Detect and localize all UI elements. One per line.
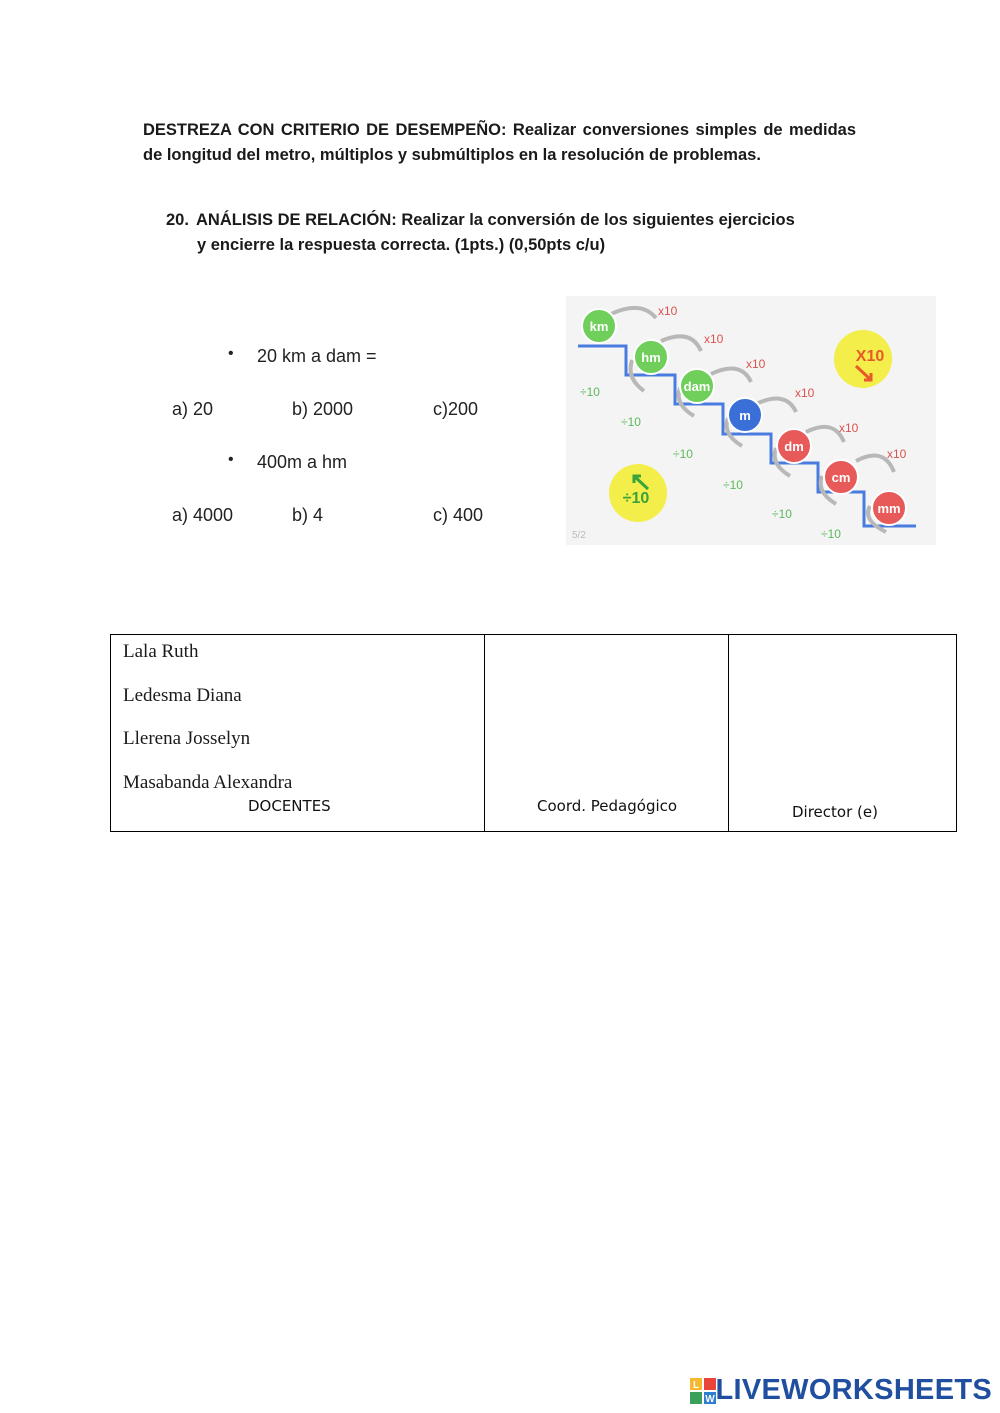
question-number: 20. bbox=[166, 211, 189, 229]
divide-label-2: ÷10 bbox=[621, 415, 641, 429]
multiply-label-5: x10 bbox=[839, 421, 859, 435]
director-cell bbox=[729, 635, 957, 832]
unit-hm: hm bbox=[641, 350, 661, 365]
coord-label: Coord. Pedagógico bbox=[537, 797, 678, 815]
exercise-2-option-b[interactable]: b) 4 bbox=[292, 505, 324, 525]
question-line-1: ANÁLISIS DE RELACIÓN: Realizar la conversión de los siguientes ejercicios bbox=[196, 211, 795, 229]
divide-label-4: ÷10 bbox=[723, 478, 743, 492]
brand-name: LIVEWORKSHEETS bbox=[715, 1374, 992, 1406]
question-heading bbox=[166, 208, 866, 258]
teacher-names bbox=[123, 641, 292, 815]
big-multiply-label: X10 bbox=[855, 348, 885, 365]
teacher-name-2: Ledesma Diana bbox=[123, 684, 242, 706]
unit-dam: dam bbox=[683, 379, 711, 394]
multiply-label-4: x10 bbox=[795, 386, 815, 400]
unit-cm: cm bbox=[831, 470, 851, 485]
exercise-1-prompt: • 20 km a dam = bbox=[257, 346, 377, 367]
exercise-2-prompt: • 400m a hm bbox=[257, 452, 347, 473]
unit-mm: mm bbox=[877, 501, 901, 516]
director-label: Director (e) bbox=[792, 803, 878, 821]
multiply-label-6: x10 bbox=[887, 447, 907, 461]
logo-letter-w: W bbox=[704, 1393, 715, 1404]
unit-km: km bbox=[589, 319, 609, 334]
unit-m: m bbox=[739, 408, 751, 423]
exercise-2-option-c[interactable]: c) 400 bbox=[433, 505, 484, 525]
logo-letter-l: L bbox=[692, 1379, 699, 1391]
unit-conversion-diagram bbox=[566, 296, 936, 545]
divide-label-5: ÷10 bbox=[772, 507, 792, 521]
exercise-1-option-b[interactable]: b) 2000 bbox=[292, 399, 354, 419]
multiply-label-3: x10 bbox=[746, 357, 766, 371]
divide-label-6: ÷10 bbox=[821, 527, 841, 541]
exercise-1-option-a[interactable]: a) 20 bbox=[172, 399, 214, 419]
multiply-label-2: x10 bbox=[704, 332, 724, 346]
signature-table bbox=[110, 634, 957, 832]
destreza-text: Realizar conversiones simples de medidas de longitud del metro, múltiplos y submúltiplos en la resolución de problemas. bbox=[143, 121, 856, 164]
liveworksheets-brand[interactable] bbox=[690, 1374, 993, 1407]
teacher-name-4: Masabanda Alexandra bbox=[123, 771, 293, 793]
teacher-name-3: Llerena Josselyn bbox=[123, 728, 251, 749]
teacher-name-1: Lala Ruth bbox=[123, 641, 199, 662]
docentes-label: DOCENTES bbox=[248, 797, 331, 815]
liveworksheets-logo-icon bbox=[690, 1378, 716, 1404]
coord-cell bbox=[485, 635, 729, 832]
destreza-paragraph bbox=[143, 118, 856, 168]
docentes-cell bbox=[111, 635, 485, 832]
exercise-2-option-a[interactable]: a) 4000 bbox=[172, 505, 234, 525]
divide-label-1: ÷10 bbox=[580, 385, 600, 399]
question-line-2: y encierre la respuesta correcta. (1pts.) (0,50pts c/u) bbox=[197, 236, 606, 254]
multiply-label-1: x10 bbox=[658, 304, 678, 318]
exercise-1-option-c[interactable]: c)200 bbox=[433, 399, 479, 419]
diagram-watermark: 5/2 bbox=[572, 530, 586, 541]
unit-dm: dm bbox=[784, 439, 804, 454]
big-divide-label: ÷10 bbox=[622, 490, 650, 507]
destreza-label: DESTREZA CON CRITERIO DE DESEMPEÑO: bbox=[143, 121, 507, 139]
divide-label-3: ÷10 bbox=[673, 447, 693, 461]
